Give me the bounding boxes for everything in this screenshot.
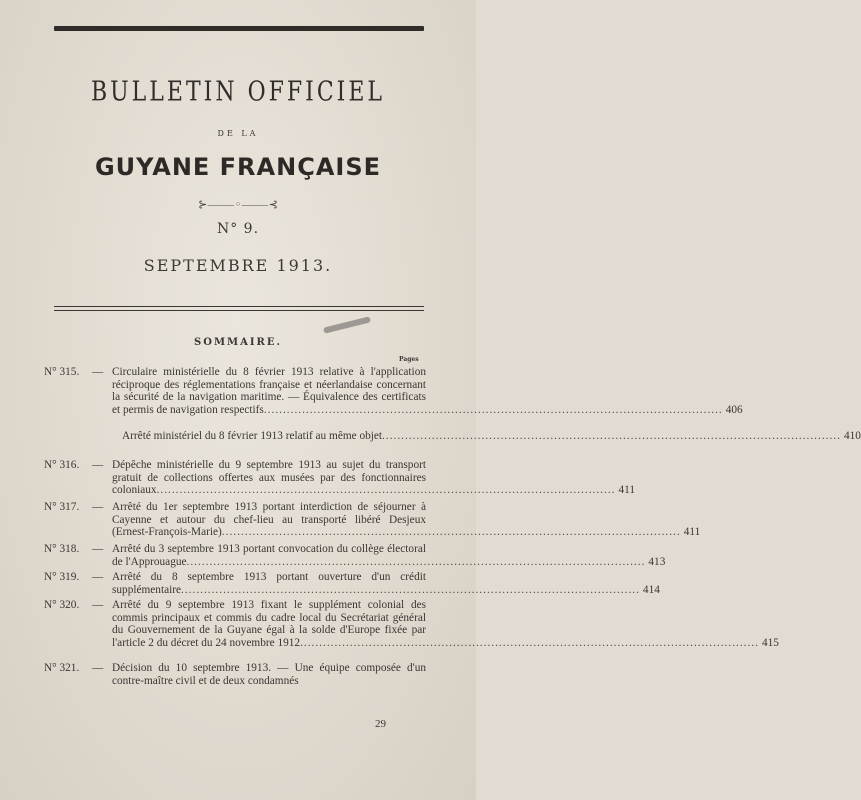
- entry-text: Arrêté du 9 septembre 1913 fixant le supplément colonial des commis principaux et commis du cadre local du Secrétariat général du Gouvernement de la Guyane égal à la solde d'Europe fixée par: [112, 599, 426, 636]
- entry-page-number: 415: [761, 636, 779, 649]
- entry-text: Dépêche ministérielle du 9 septembre 1913 au sujet du transport gratuit de collections offertes aux musées par des fonctionnaires: [112, 459, 426, 484]
- entry-page-number: 410: [843, 430, 861, 442]
- summary-entry: N° 320. — Arrêté du 9 septembre 1913 fixant le supplément colonial des commis principaux et commis du cadre local du Secrétariat général du Gouvernement de la Guyane égal à la solde d'Europe fixée par l'article 2 du décret du 24 novembre 1912 ........................................................................................................................ 415: [44, 599, 779, 649]
- entry-dash: —: [92, 459, 104, 471]
- summary-entry: Arrêté ministériel du 8 février 1913 relatif au même objet ........................................................................................................................ 410: [122, 430, 861, 442]
- summary-entry: [44, 662, 428, 687]
- entry-dash: —: [92, 543, 104, 555]
- separator-rule-lower: [54, 310, 424, 311]
- separator-rule-upper: [54, 306, 424, 307]
- entry-page-number: 411: [683, 526, 701, 538]
- entry-number: N° 318.: [44, 543, 80, 555]
- summary-entry: N° 317. — Arrêté du 1er septembre 1913 portant interdiction de séjourner à Cayenne et autour du chef-lieu au transporté libéré Desjeux (Ernest-François-Marie) ........................................................................................................................ 411: [44, 501, 701, 538]
- entry-text: Circulaire ministérielle du 8 février 1913 relative à l'application réciproque des réglementations française et néerlandaise concernant la sécurité de la navigation maritime. — Équivalence des certificats: [112, 366, 426, 403]
- summary-entry: N° 316. — Dépêche ministérielle du 9 septembre 1913 au sujet du transport gratuit de collections offertes aux musées par des fonctionnaires coloniaux ........................................................................................................................ 411: [44, 459, 635, 496]
- entry-number: N° 316.: [44, 459, 80, 471]
- entry-page-number: 411: [618, 484, 635, 496]
- issue-date: SEPTEMBRE 1913.: [143, 256, 333, 275]
- ornament-divider: ⊱⸻◦⸻⊰: [198, 198, 278, 211]
- entry-page-number: 413: [648, 555, 666, 568]
- entry-number: N° 320.: [44, 599, 80, 611]
- page-folio: 29: [375, 718, 386, 730]
- entry-dash: —: [92, 501, 104, 513]
- summary-heading: SOMMAIRE.: [194, 337, 282, 348]
- entry-dash: —: [92, 599, 104, 611]
- summary-entry: N° 315. — Circulaire ministérielle du 8 février 1913 relative à l'application réciproque des réglementations française et néerlandaise concernant la sécurité de la navigation maritime. — Équivalence des certificats et permis de navigation respectifs ........................................................................................................................ 406: [44, 366, 743, 416]
- top-rule: [54, 26, 424, 31]
- entry-page-number: 406: [725, 403, 743, 416]
- entry-text: Arrêté du 1er septembre 1913 portant interdiction de séjourner à Cayenne et autour du chef-lieu au transporté libéré Desjeux: [112, 501, 426, 526]
- entry-dash: —: [92, 366, 104, 378]
- entry-number: N° 319.: [44, 571, 80, 583]
- ink-stain: [323, 316, 371, 333]
- title-connector: DE LA: [217, 129, 259, 138]
- entry-page-number: 414: [642, 583, 660, 596]
- issue-number: N° 9.: [216, 221, 260, 237]
- entry-dash: —: [92, 571, 104, 583]
- colony-title: GUYANE FRANÇAISE: [94, 153, 381, 181]
- summary-entry: N° 319. — Arrêté du 8 septembre 1913 portant ouverture d'un crédit supplémentaire ........................................................................................................................ 414: [44, 571, 660, 596]
- pages-column-label: Pages: [399, 356, 419, 363]
- entry-dash: —: [92, 662, 104, 674]
- entry-number: N° 317.: [44, 501, 80, 513]
- entry-number: N° 321.: [44, 662, 80, 674]
- entry-number: N° 315.: [44, 366, 80, 378]
- entry-text: Arrêté du 8 septembre 1913 portant ouverture d'un crédit: [112, 571, 426, 583]
- bulletin-title: BULLETIN OFFICIEL: [90, 76, 386, 109]
- entry-text: Décision du 10 septembre 1913. — Une équipe composée d'un contre-maître civil et de deux condamnés: [112, 662, 426, 687]
- summary-entry: N° 318. — Arrêté du 3 septembre 1913 portant convocation du collège électoral de l'Approuague ........................................................................................................................ 413: [44, 543, 666, 568]
- entry-text: Arrêté du 3 septembre 1913 portant convocation du collège électoral: [112, 543, 426, 555]
